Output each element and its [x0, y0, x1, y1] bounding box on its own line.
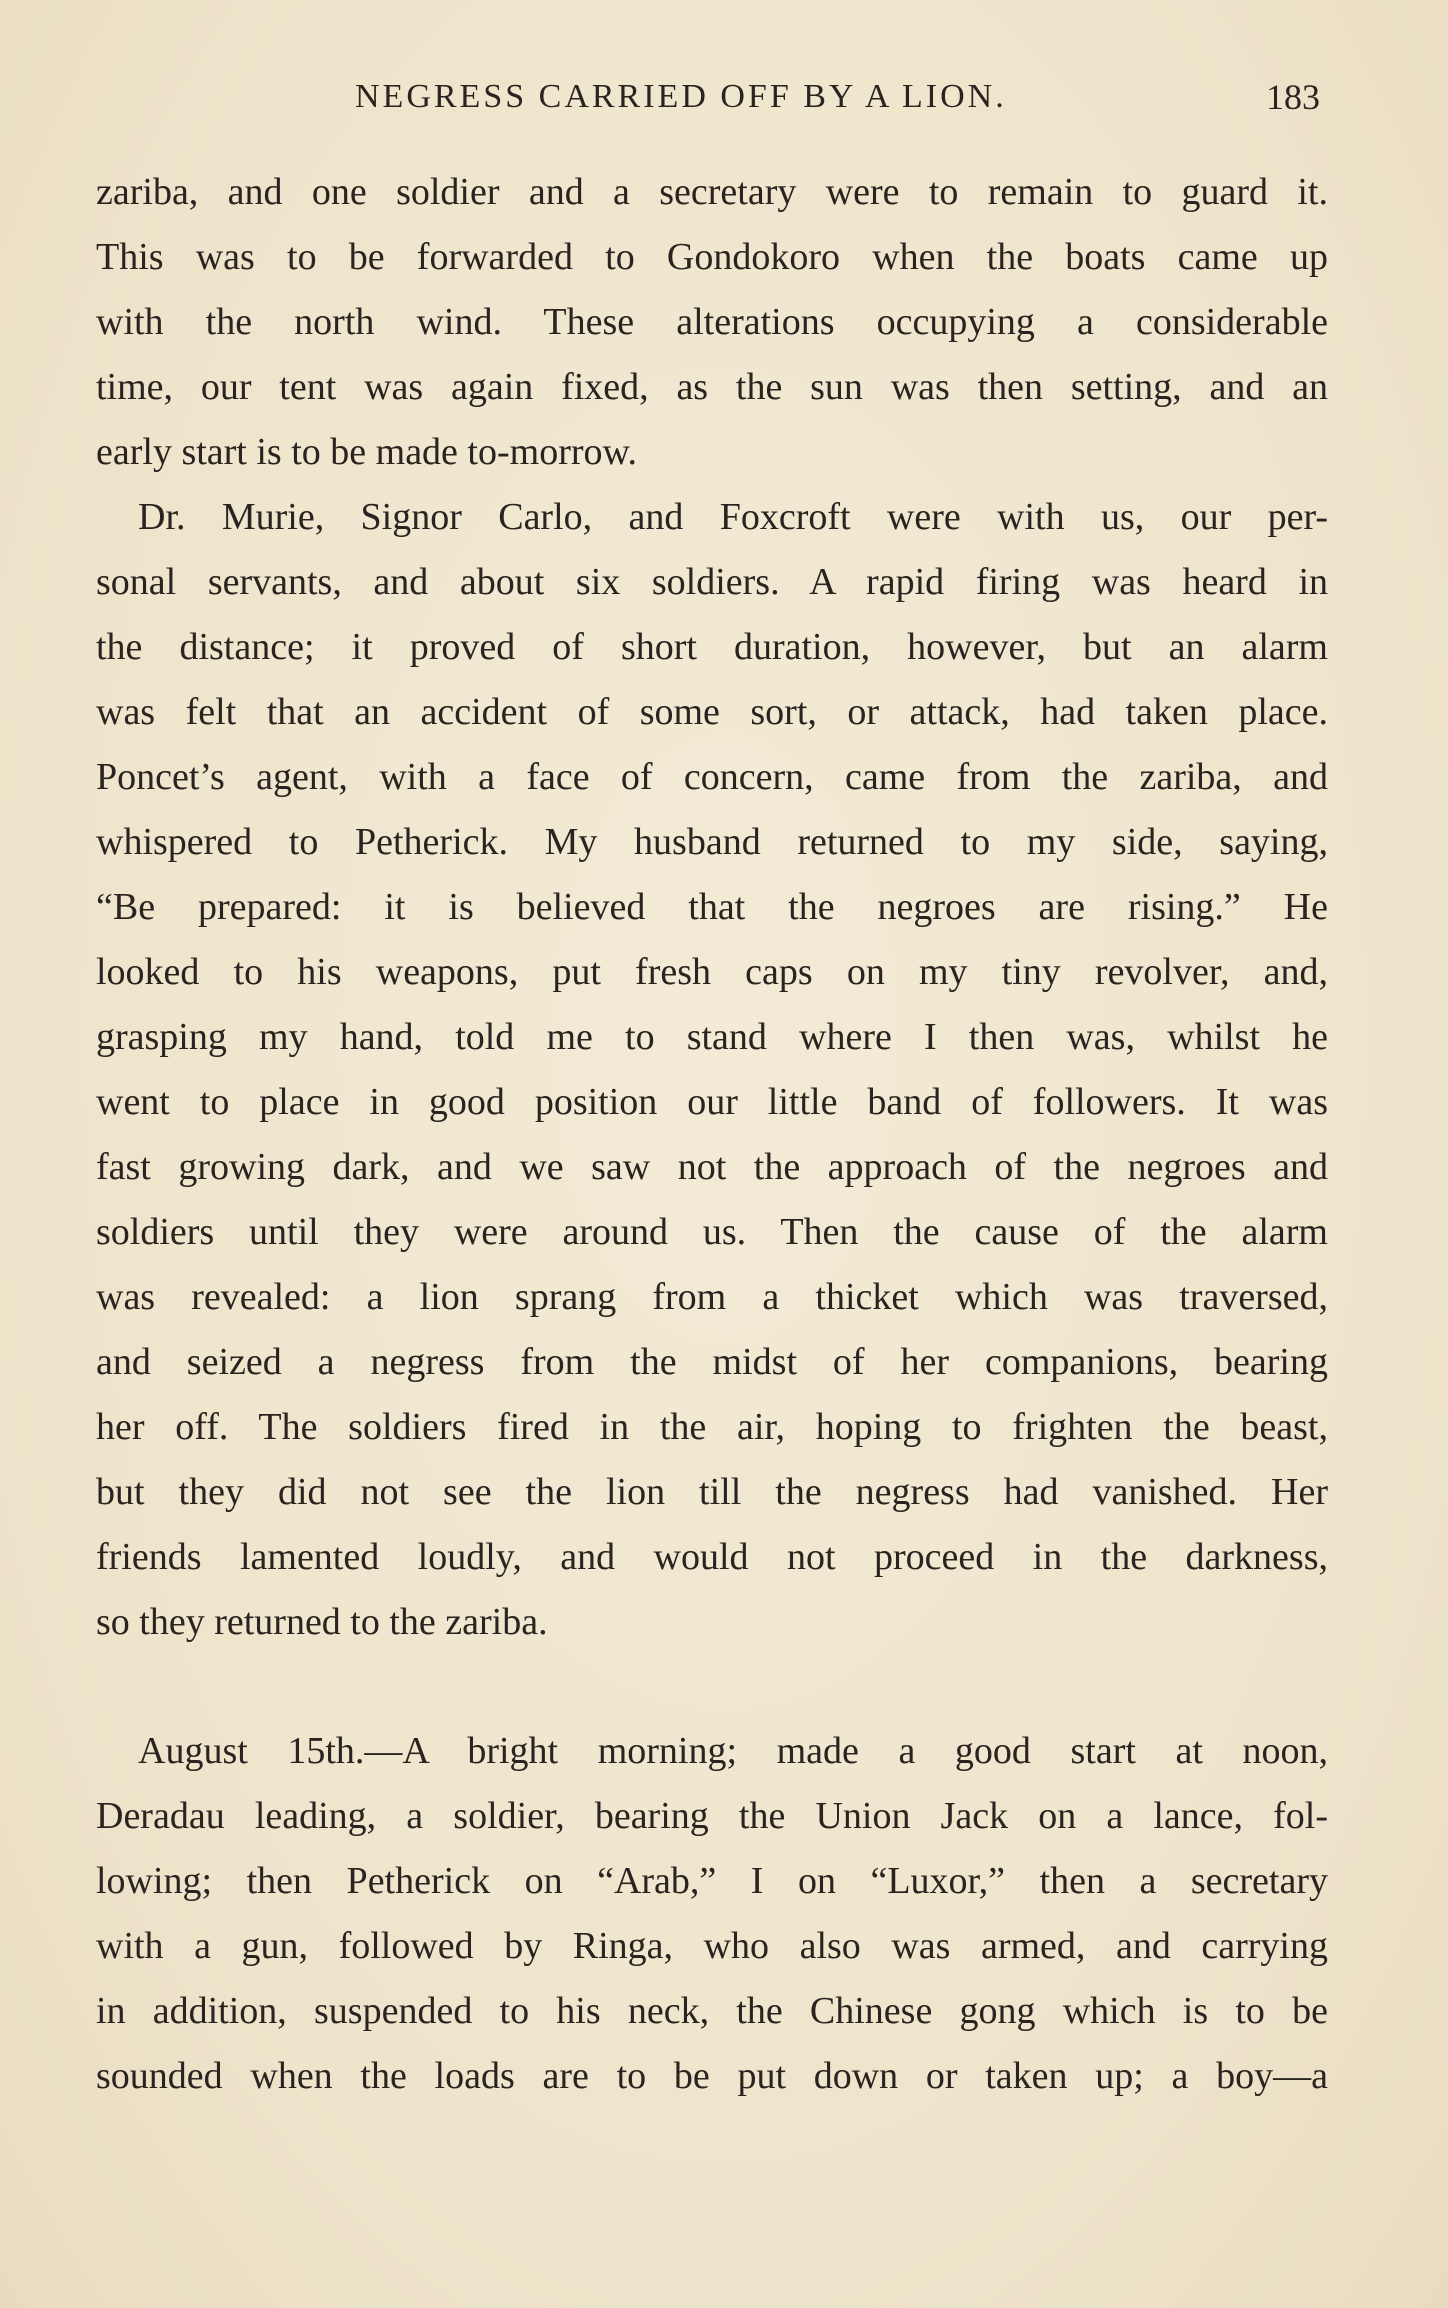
paragraph-2	[96, 485, 1328, 1655]
page-number: 183	[1266, 77, 1320, 117]
text-line: and seized a negress from the midst of her companions, bearing	[96, 1341, 1328, 1383]
body-text	[96, 160, 1328, 2109]
text-line: sonal servants, and about six soldiers. A rapid firing was heard in	[96, 561, 1328, 603]
text-line: was revealed: a lion sprang from a thicket which was traversed,	[96, 1276, 1328, 1318]
text-line: This was to be forwarded to Gondokoro when the boats came up	[96, 236, 1328, 278]
text-line: looked to his weapons, put fresh caps on my tiny revolver, and,	[96, 951, 1328, 993]
text-line: August 15th.—A bright morning; made a good start at noon,	[138, 1730, 1328, 1772]
text-line: friends lamented loudly, and would not proceed in the darkness,	[96, 1536, 1328, 1578]
paragraph-1	[96, 160, 1328, 485]
text-line: lowing; then Petherick on “Arab,” I on “Luxor,” then a secretary	[96, 1860, 1328, 1902]
text-line: zariba, and one soldier and a secretary were to remain to guard it.	[96, 171, 1328, 213]
text-line: time, our tent was again fixed, as the sun was then setting, and an	[96, 366, 1328, 408]
text-line: went to place in good position our little band of followers. It was	[96, 1081, 1328, 1123]
text-line: soldiers until they were around us. Then the cause of the alarm	[96, 1211, 1328, 1253]
text-line: Dr. Murie, Signor Carlo, and Foxcroft were with us, our per-	[138, 496, 1328, 538]
text-line: so they returned to the zariba.	[96, 1601, 548, 1643]
paragraph-3	[96, 1719, 1328, 2109]
text-line: the distance; it proved of short duration, however, but an alarm	[96, 626, 1328, 668]
text-line: in addition, suspended to his neck, the Chinese gong which is to be	[96, 1990, 1328, 2032]
text-line: Poncet’s agent, with a face of concern, came from the zariba, and	[96, 756, 1328, 798]
text-line: fast growing dark, and we saw not the approach of the negroes and	[96, 1146, 1328, 1188]
text-line: grasping my hand, told me to stand where I then was, whilst he	[96, 1016, 1328, 1058]
text-line: early start is to be made to-morrow.	[96, 431, 637, 473]
text-line: whispered to Petherick. My husband returned to my side, saying,	[96, 821, 1328, 863]
paragraph-spacer	[96, 1655, 1328, 1719]
text-line: her off. The soldiers fired in the air, hoping to frighten the beast,	[96, 1406, 1328, 1448]
text-line: with the north wind. These alterations occupying a considerable	[96, 301, 1328, 343]
text-line: sounded when the loads are to be put down or taken up; a boy—a	[96, 2055, 1328, 2097]
running-head	[100, 78, 1320, 128]
text-line: was felt that an accident of some sort, or attack, had taken place.	[96, 691, 1328, 733]
running-title: NEGRESS CARRIED OFF BY A LION.	[355, 78, 1007, 115]
text-line: “Be prepared: it is believed that the negroes are rising.” He	[96, 886, 1328, 928]
text-line: Deradau leading, a soldier, bearing the Union Jack on a lance, fol-	[96, 1795, 1328, 1837]
text-line: with a gun, followed by Ringa, who also was armed, and carrying	[96, 1925, 1328, 1967]
text-line: but they did not see the lion till the negress had vanished. Her	[96, 1471, 1328, 1513]
